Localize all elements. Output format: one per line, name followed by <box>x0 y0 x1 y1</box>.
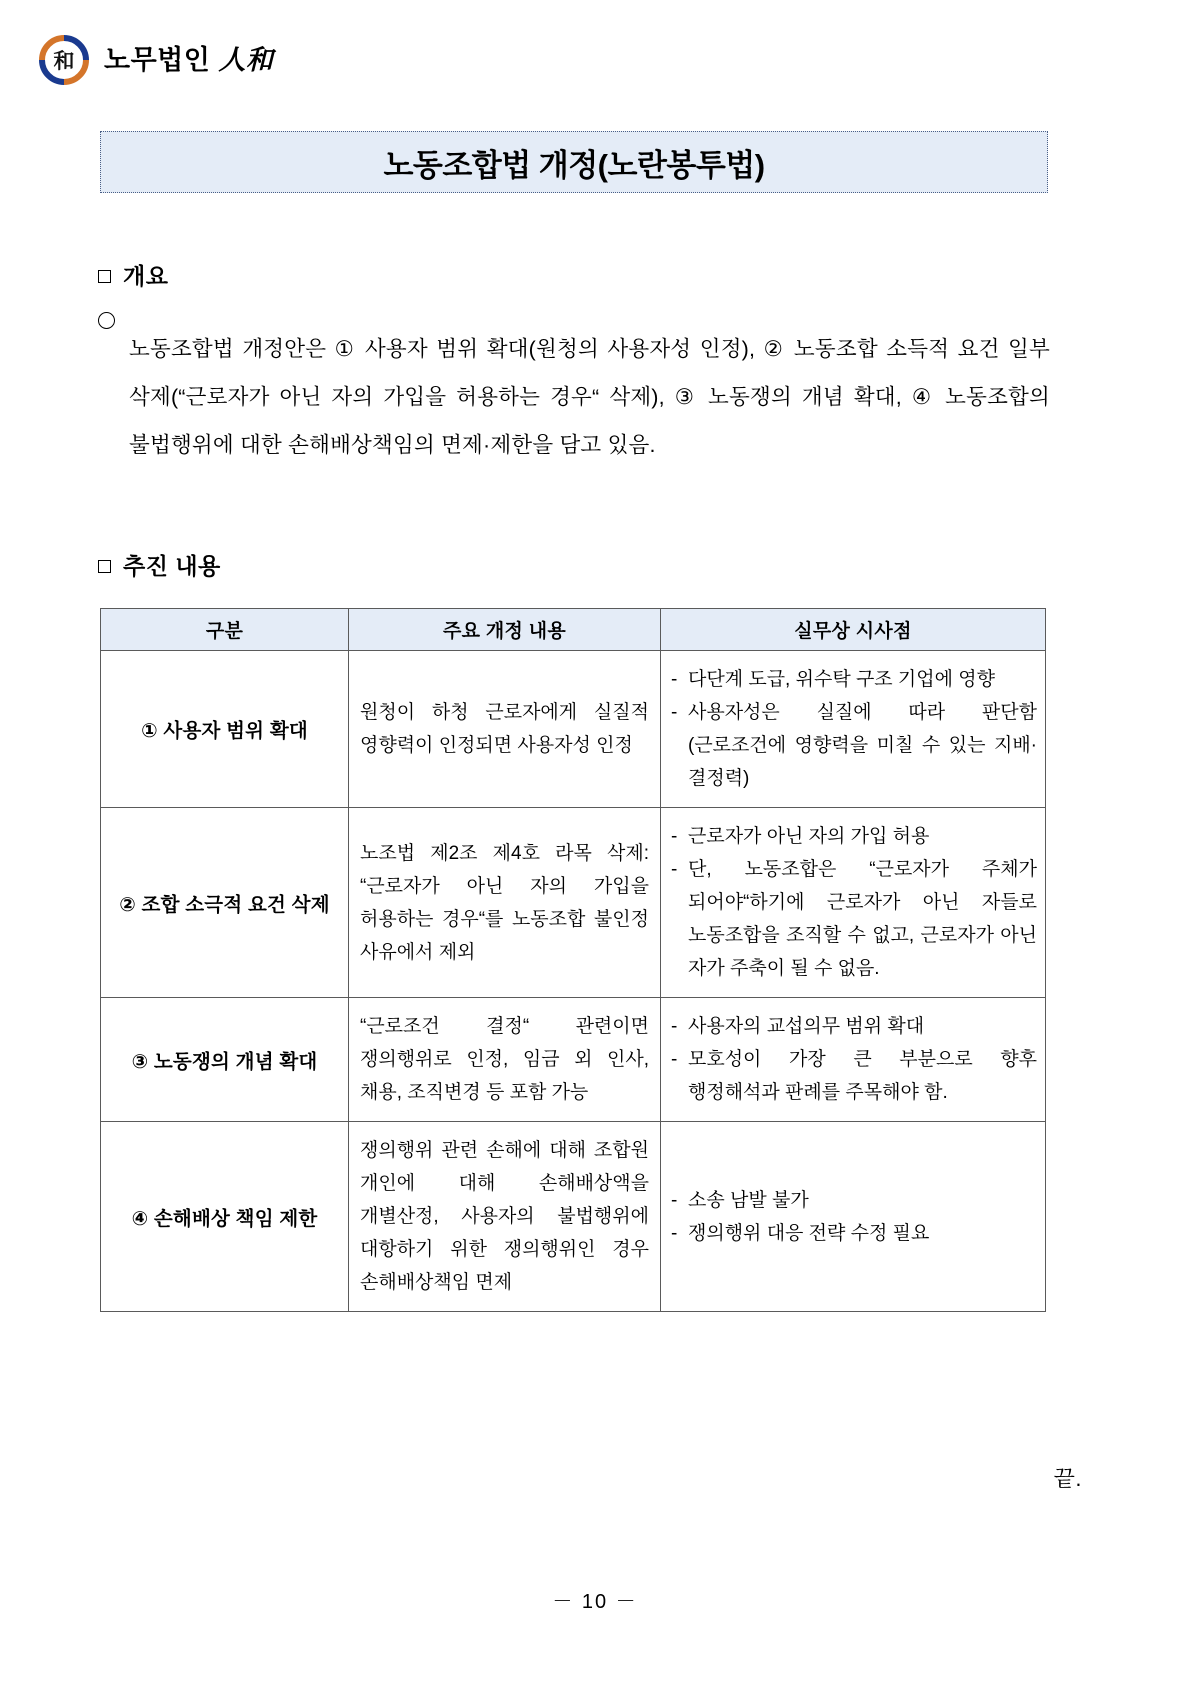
document-header <box>38 34 273 86</box>
list-item: - 단, 노동조합은 “근로자가 주체가 되어야“하기에 근로자가 아닌 자들로 노동조합을 조직할 수 없고, 근로자가 아닌 자가 주축이 될 수 없음. <box>671 853 1037 985</box>
table-header-row <box>101 609 1046 651</box>
document-title-box <box>100 131 1048 193</box>
cell-implications <box>661 651 1046 808</box>
amendments-table <box>100 608 1046 1312</box>
cell-category: ① 사용자 범위 확대 <box>101 651 349 808</box>
firm-logo-icon <box>38 34 90 86</box>
implication-list <box>671 1010 1037 1109</box>
list-item: - 사용자성은 실질에 따라 판단함(근로조건에 영향력을 미칠 수 있는 지배·결정력) <box>671 696 1037 795</box>
cell-amendment: 노조법 제2조 제4호 라목 삭제: “근로자가 아닌 자의 가입을 허용하는 경우“를 노동조합 불인정 사유에서 제외 <box>349 808 661 998</box>
list-item: - 모호성이 가장 큰 부분으로 향후 행정해석과 판례를 주목해야 함. <box>671 1043 1037 1109</box>
column-header-category: 구분 <box>101 609 349 651</box>
firm-name-hanja: 人和 <box>218 44 274 76</box>
list-item: - 소송 남발 불가 <box>671 1184 1037 1217</box>
cell-implications <box>661 1122 1046 1312</box>
list-item: - 쟁의행위 대응 전략 수정 필요 <box>671 1217 1037 1250</box>
firm-name <box>104 44 274 76</box>
cell-implications <box>661 808 1046 998</box>
table-row <box>101 651 1046 808</box>
list-item: - 다단계 도급, 위수탁 구조 기업에 영향 <box>671 663 1037 696</box>
implication-list <box>671 1184 1037 1250</box>
square-bullet-icon <box>98 560 111 573</box>
cell-category: ④ 손해배상 책임 제한 <box>101 1122 349 1312</box>
section-heading-overview-label: 개요 <box>123 263 169 289</box>
section-heading-content <box>98 548 221 581</box>
page-title: 노동조합법 개정(노란봉투법) <box>383 147 765 183</box>
implication-list <box>671 663 1037 795</box>
table-row <box>101 998 1046 1122</box>
section-heading-overview <box>98 258 168 291</box>
column-header-implications: 실무상 시사점 <box>661 609 1046 651</box>
list-item: - 사용자의 교섭의무 범위 확대 <box>671 1010 1037 1043</box>
cell-category: ② 조합 소극적 요건 삭제 <box>101 808 349 998</box>
cell-category: ③ 노동쟁의 개념 확대 <box>101 998 349 1122</box>
cell-amendment: 원청이 하청 근로자에게 실질적 영향력이 인정되면 사용자성 인정 <box>349 651 661 808</box>
circle-bullet-icon <box>98 312 115 329</box>
implication-list <box>671 820 1037 985</box>
table-row <box>101 1122 1046 1312</box>
cell-amendment: “근로조건 결정“ 관련이면 쟁의행위로 인정, 임금 외 인사, 채용, 조직변경 등 포함 가능 <box>349 998 661 1122</box>
page-number: － 10 － <box>552 1591 638 1613</box>
cell-implications <box>661 998 1046 1122</box>
section-heading-content-label: 추진 내용 <box>123 553 221 579</box>
column-header-amendment: 주요 개정 내용 <box>349 609 661 651</box>
list-item: - 근로자가 아닌 자의 가입 허용 <box>671 820 1037 853</box>
svg-text:和: 和 <box>53 48 75 73</box>
square-bullet-icon <box>98 270 111 283</box>
end-mark: 끝. <box>1053 1466 1082 1491</box>
table-row <box>101 808 1046 998</box>
firm-name-ko: 노무법인 <box>104 44 219 75</box>
overview-paragraph: 노동조합법 개정안은 ① 사용자 범위 확대(원청의 사용자성 인정), ② 노동조합 소득적 요건 일부 삭제(“근로자가 아닌 자의 가입을 허용하는 경우“ 삭제), ③ 노동쟁의 개념 확대, ④ 노동조합의 불법행위에 대한 손해배상책임의 면제·제한을 담고 있음. <box>129 336 1050 457</box>
overview-paragraph-block <box>98 303 1050 490</box>
cell-amendment: 쟁의행위 관련 손해에 대해 조합원 개인에 대해 손해배상액을 개별산정, 사용자의 불법행위에 대항하기 위한 쟁의행위인 경우 손해배상책임 면제 <box>349 1122 661 1312</box>
